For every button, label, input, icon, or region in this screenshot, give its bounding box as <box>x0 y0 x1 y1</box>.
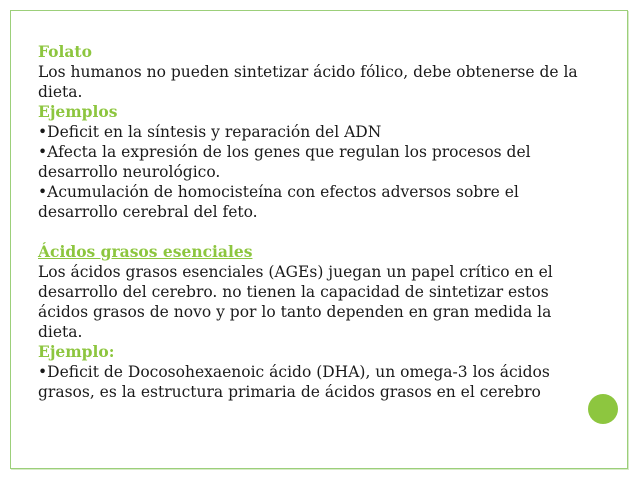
ages-bullet-1: •Deficit de Docosohexaenoic ácido (DHA), un omega-3 los ácidos grasos, es la estructura primaria de ácidos grasos en el cerebro <box>38 363 550 401</box>
decorative-circle-icon <box>588 394 618 424</box>
section-gap <box>38 222 598 242</box>
ages-heading: Ácidos grasos esenciales <box>38 242 253 261</box>
folato-bullet-2: •Afecta la expresión de los genes que regulan los procesos del desarrollo neurológico. <box>38 143 531 181</box>
ages-example-heading: Ejemplo: <box>38 342 115 361</box>
slide-content <box>38 42 598 402</box>
ages-paragraph: Los ácidos grasos esenciales (AGEs) juegan un papel crítico en el desarrollo del cerebro. no tienen la capacidad de sintetizar estos ácidos grasos de novo y por lo tanto dependen en gran medida la dieta. <box>38 263 553 341</box>
folato-bullet-1: •Deficit en la síntesis y reparación del ADN <box>38 123 382 141</box>
folato-paragraph: Los humanos no pueden sintetizar ácido fólico, debe obtenerse de la dieta. <box>38 63 578 101</box>
folato-heading: Folato <box>38 42 92 61</box>
folato-examples-heading: Ejemplos <box>38 102 118 121</box>
folato-bullet-3: •Acumulación de homocisteína con efectos adversos sobre el desarrollo cerebral del feto. <box>38 183 519 221</box>
